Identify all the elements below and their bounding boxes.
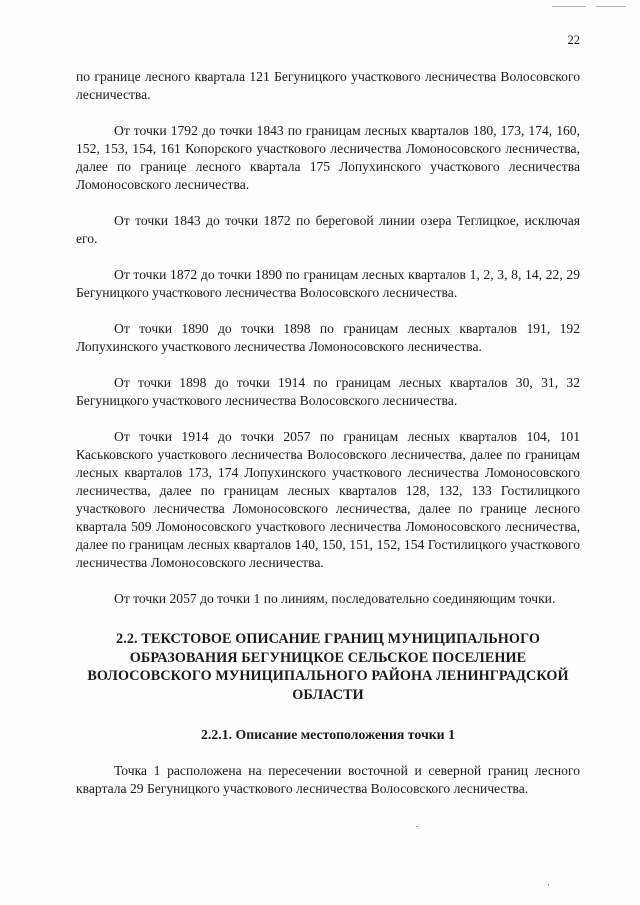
subsection-heading: 2.2.1. Описание местоположения точки 1 <box>201 727 455 742</box>
document-body <box>76 68 580 798</box>
paragraph-points-1792-1843: От точки 1792 до точки 1843 по границам лесных кварталов 180, 173, 174, 160, 152, 153, 154, 161 Копорского участкового лесничества Ломоносовского лесничества, далее по границе лесного квартала 175 Лопухинского участкового лесничества Ломоносовского лесничества. <box>76 123 580 192</box>
scan-artifact-marks <box>552 6 632 10</box>
page-number: 22 <box>567 33 580 47</box>
paragraph-points-1843-1872: От точки 1843 до точки 1872 по береговой линии озера Теглицкое, исключая его. <box>76 213 580 246</box>
paragraph-continuation: по границе лесного квартала 121 Бегуницкого участкового лесничества Волосовского лесничества. <box>76 69 580 102</box>
scan-speck <box>548 884 549 886</box>
paragraph-points-1872-1890: От точки 1872 до точки 1890 по границам лесных кварталов 1, 2, 3, 8, 14, 22, 29 Бегуницкого участкового лесничества Волосовского лесничества. <box>76 267 580 300</box>
paragraph-points-1890-1898: От точки 1890 до точки 1898 по границам лесных кварталов 191, 192 Лопухинского участкового лесничества Ломоносовского лесничества. <box>76 321 580 354</box>
paragraph-points-1898-1914: От точки 1898 до точки 1914 по границам лесных кварталов 30, 31, 32 Бегуницкого участкового лесничества Волосовского лесничества. <box>76 375 580 408</box>
section-heading: 2.2. ТЕКСТОВОЕ ОПИСАНИЕ ГРАНИЦ МУНИЦИПАЛЬНОГО ОБРАЗОВАНИЯ БЕГУНИЦКОЕ СЕЛЬСКОЕ ПОСЕЛЕНИЕ ВОЛОСОВСКОГО МУНИЦИПАЛЬНОГО РАЙОНА ЛЕНИНГРАДСКОЙ ОБЛАСТИ <box>87 631 569 703</box>
paragraph-points-2057-1: От точки 2057 до точки 1 по линиям, последовательно соединяющим точки. <box>114 591 556 606</box>
paragraph-points-1914-2057: От точки 1914 до точки 2057 по границам лесных кварталов 104, 101 Каськовского участкового лесничества Волосовского лесничества, далее по границам лесных кварталов 173, 174 Лопухинского участкового лесничества Ломоносовского лесничества, далее по границам лесных кварталов 128, 132, 133 Гостилицкого участкового лесничества Ломоносовского лесничества, далее по границе лесного квартала 509 Ломоносовского участкового лесничества Ломоносовского лесничества, далее по границам лесных кварталов 140, 150, 151, 152, 154 Гостилицкого участкового лесничества Ломоносовского лесничества. <box>76 429 580 570</box>
paragraph-point-1-location: Точка 1 расположена на пересечении восточной и северной границ лесного квартала 29 Бегуницкого участкового лесничества Волосовского лесничества. <box>76 763 580 796</box>
scan-speck <box>416 826 418 827</box>
